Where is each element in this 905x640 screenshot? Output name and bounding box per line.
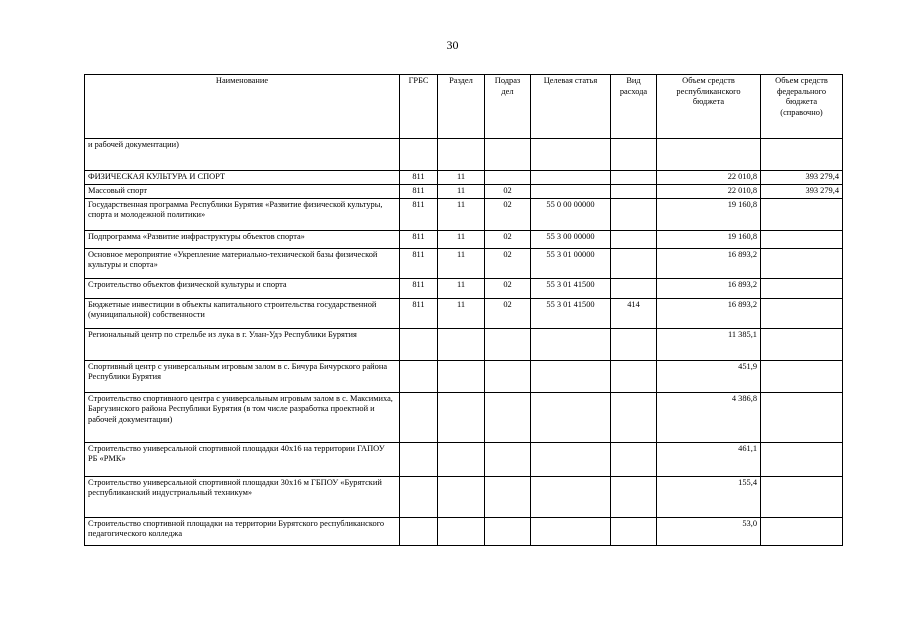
cell-section: 11 (438, 185, 485, 199)
cell-target-item: 55 3 00 00000 (531, 230, 611, 248)
cell-expense-type (611, 139, 657, 171)
cell-subsection: 02 (485, 230, 531, 248)
cell-republican-budget: 461,1 (657, 442, 761, 476)
cell-section (438, 328, 485, 360)
table-row (85, 442, 843, 476)
cell-expense-type: 414 (611, 298, 657, 328)
cell-name: Региональный центр по стрельбе из лука в г. Улан-Удэ Республики Бурятия (85, 328, 400, 360)
table-header-row (85, 75, 843, 139)
table-row (85, 248, 843, 278)
cell-name: Государственная программа Республики Бурятия «Развитие физической культуры, спорта и молодежной политики» (85, 198, 400, 230)
cell-subsection (485, 392, 531, 442)
table-row (85, 392, 843, 442)
cell-expense-type (611, 278, 657, 298)
cell-subsection (485, 476, 531, 517)
cell-republican-budget: 16 893,2 (657, 298, 761, 328)
cell-section (438, 392, 485, 442)
cell-name: ФИЗИЧЕСКАЯ КУЛЬТУРА И СПОРТ (85, 171, 400, 185)
cell-subsection (485, 171, 531, 185)
cell-name: Основное мероприятие «Укрепление материально-технической базы физической культуры и спорта» (85, 248, 400, 278)
cell-grbs: 811 (400, 171, 438, 185)
cell-target-item (531, 517, 611, 545)
cell-republican-budget: 16 893,2 (657, 248, 761, 278)
cell-subsection (485, 360, 531, 392)
cell-target-item (531, 476, 611, 517)
cell-section: 11 (438, 230, 485, 248)
cell-section: 11 (438, 298, 485, 328)
cell-section (438, 139, 485, 171)
cell-name: Бюджетные инвестиции в объекты капитального строительства государственной (муниципальной) собственности (85, 298, 400, 328)
table-row (85, 360, 843, 392)
cell-target-item (531, 185, 611, 199)
cell-republican-budget: 16 893,2 (657, 278, 761, 298)
cell-section: 11 (438, 248, 485, 278)
cell-section (438, 476, 485, 517)
cell-name: Строительство универсальной спортивной площадки 30х16 м ГБПОУ «Бурятский республиканский индустриальный техникум» (85, 476, 400, 517)
cell-grbs: 811 (400, 185, 438, 199)
cell-federal-budget (761, 442, 843, 476)
cell-republican-budget: 19 160,8 (657, 198, 761, 230)
cell-expense-type (611, 517, 657, 545)
cell-target-item: 55 3 01 41500 (531, 278, 611, 298)
cell-republican-budget: 451,9 (657, 360, 761, 392)
cell-federal-budget (761, 278, 843, 298)
cell-section: 11 (438, 198, 485, 230)
header-federal-budget: Объем средств федерального бюджета (справочно) (761, 75, 843, 139)
table-row (85, 517, 843, 545)
cell-federal-budget: 393 279,4 (761, 171, 843, 185)
cell-expense-type (611, 198, 657, 230)
cell-target-item (531, 171, 611, 185)
table-row (85, 198, 843, 230)
cell-subsection (485, 517, 531, 545)
budget-table (84, 74, 843, 546)
cell-name: Строительство спортивного центра с универсальным игровым залом в с. Максимиха, Баргузинского района Республики Бурятия (в том числе разработка проектной и рабочей документации) (85, 392, 400, 442)
cell-expense-type (611, 442, 657, 476)
cell-name: Строительство универсальной спортивной площадки 40х16 на территории ГАПОУ РБ «РМК» (85, 442, 400, 476)
cell-subsection: 02 (485, 248, 531, 278)
header-grbs: ГРБС (400, 75, 438, 139)
cell-grbs (400, 328, 438, 360)
cell-federal-budget (761, 298, 843, 328)
cell-republican-budget: 4 386,8 (657, 392, 761, 442)
cell-grbs (400, 517, 438, 545)
page-number: 30 (446, 38, 459, 52)
cell-name: Подпрограмма «Развитие инфраструктуры объектов спорта» (85, 230, 400, 248)
cell-grbs: 811 (400, 198, 438, 230)
cell-grbs: 811 (400, 248, 438, 278)
cell-name: Строительство объектов физической культуры и спорта (85, 278, 400, 298)
cell-republican-budget (657, 139, 761, 171)
cell-section: 11 (438, 171, 485, 185)
cell-target-item (531, 139, 611, 171)
cell-subsection: 02 (485, 198, 531, 230)
cell-federal-budget (761, 328, 843, 360)
cell-grbs (400, 442, 438, 476)
cell-federal-budget (761, 248, 843, 278)
cell-republican-budget: 155,4 (657, 476, 761, 517)
cell-grbs (400, 139, 438, 171)
cell-subsection: 02 (485, 298, 531, 328)
table-row (85, 328, 843, 360)
header-subsection: Подраз дел (485, 75, 531, 139)
table-row (85, 230, 843, 248)
cell-grbs (400, 476, 438, 517)
table-row (85, 139, 843, 171)
header-republican-budget: Объем средств республиканского бюджета (657, 75, 761, 139)
cell-federal-budget (761, 392, 843, 442)
cell-target-item: 55 0 00 00000 (531, 198, 611, 230)
cell-target-item (531, 360, 611, 392)
header-expense-type: Вид расхода (611, 75, 657, 139)
cell-republican-budget: 22 010,8 (657, 171, 761, 185)
cell-federal-budget (761, 198, 843, 230)
cell-grbs (400, 360, 438, 392)
cell-target-item (531, 392, 611, 442)
cell-expense-type (611, 328, 657, 360)
cell-expense-type (611, 392, 657, 442)
cell-expense-type (611, 248, 657, 278)
header-section: Раздел (438, 75, 485, 139)
table-row (85, 298, 843, 328)
cell-expense-type (611, 476, 657, 517)
cell-section (438, 360, 485, 392)
cell-republican-budget: 53,0 (657, 517, 761, 545)
cell-name: и рабочей документации) (85, 139, 400, 171)
cell-subsection: 02 (485, 278, 531, 298)
cell-subsection (485, 139, 531, 171)
cell-expense-type (611, 171, 657, 185)
table-row (85, 476, 843, 517)
cell-federal-budget (761, 139, 843, 171)
cell-target-item: 55 3 01 00000 (531, 248, 611, 278)
cell-name: Строительство спортивной площадки на территории Бурятского республиканского педагогического колледжа (85, 517, 400, 545)
header-name: Наименование (85, 75, 400, 139)
cell-subsection (485, 328, 531, 360)
cell-subsection: 02 (485, 185, 531, 199)
cell-federal-budget (761, 517, 843, 545)
cell-republican-budget: 19 160,8 (657, 230, 761, 248)
cell-section: 11 (438, 278, 485, 298)
cell-target-item (531, 442, 611, 476)
cell-section (438, 442, 485, 476)
cell-expense-type (611, 230, 657, 248)
cell-grbs: 811 (400, 298, 438, 328)
cell-grbs: 811 (400, 230, 438, 248)
cell-grbs: 811 (400, 278, 438, 298)
cell-grbs (400, 392, 438, 442)
cell-federal-budget: 393 279,4 (761, 185, 843, 199)
cell-federal-budget (761, 476, 843, 517)
table-row (85, 171, 843, 185)
cell-subsection (485, 442, 531, 476)
table-row (85, 278, 843, 298)
cell-expense-type (611, 185, 657, 199)
cell-republican-budget: 11 385,1 (657, 328, 761, 360)
cell-federal-budget (761, 230, 843, 248)
cell-section (438, 517, 485, 545)
cell-name: Массовый спорт (85, 185, 400, 199)
cell-name: Спортивный центр с универсальным игровым залом в с. Бичура Бичурского района Республики Бурятия (85, 360, 400, 392)
cell-federal-budget (761, 360, 843, 392)
cell-expense-type (611, 360, 657, 392)
cell-republican-budget: 22 010,8 (657, 185, 761, 199)
cell-target-item (531, 328, 611, 360)
header-target-item: Целевая статья (531, 75, 611, 139)
cell-target-item: 55 3 01 41500 (531, 298, 611, 328)
table-row (85, 185, 843, 199)
